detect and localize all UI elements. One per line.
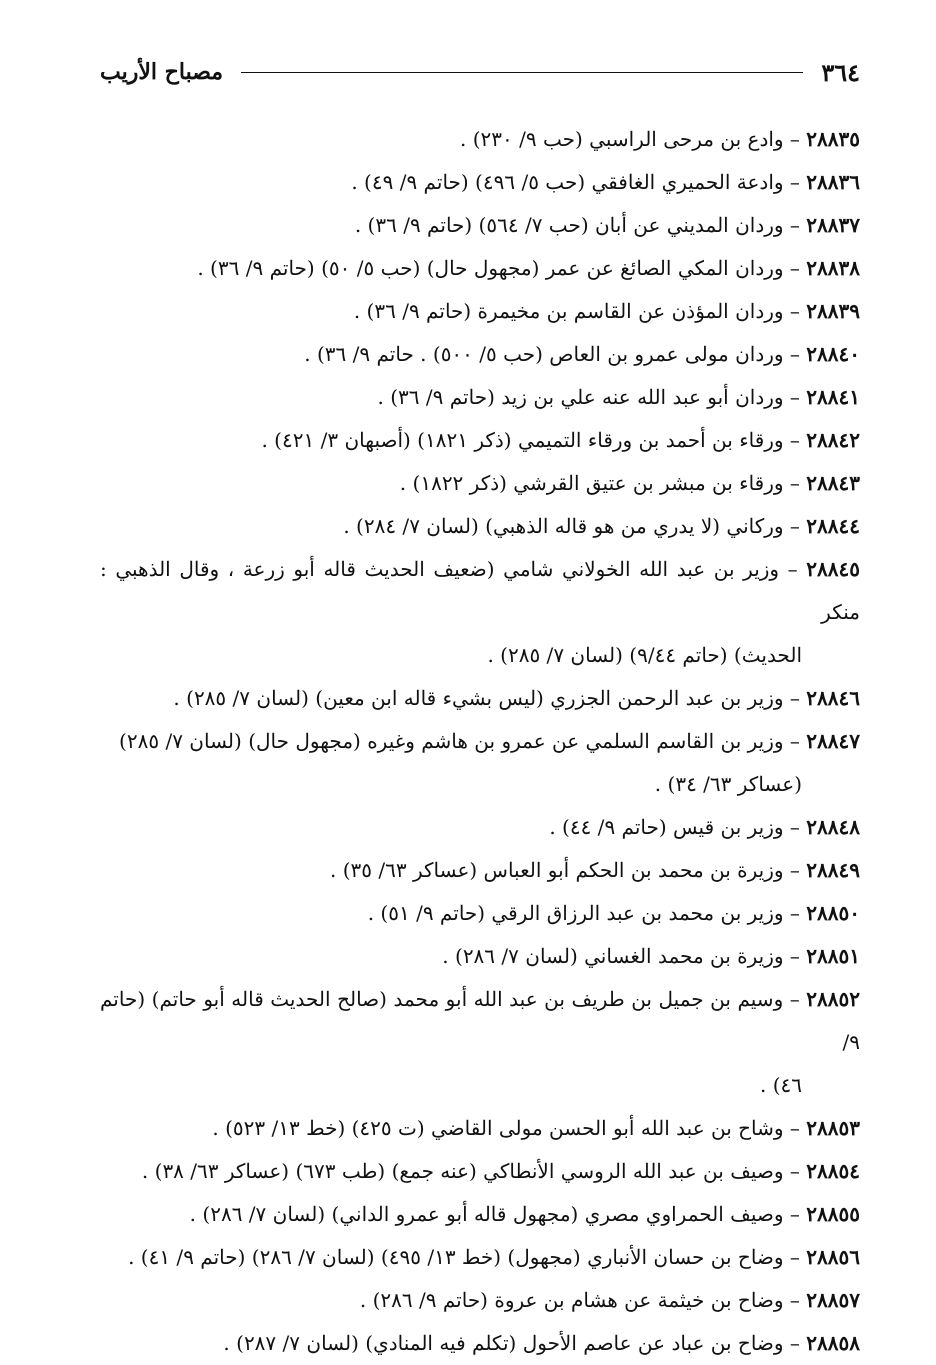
- page-header: [100, 52, 860, 92]
- entry-item: [100, 505, 860, 548]
- entry-number: ٢٨٨٤٣: [806, 471, 860, 495]
- entry-number: ٢٨٨٣٥: [806, 127, 860, 151]
- entry-text: – وضاح بن عباد عن عاصم الأحول (تكلم فيه المنادي) (لسان ٧/ ٢٨٧) .: [223, 1331, 807, 1355]
- entry-number: ٢٨٨٤٠: [806, 342, 860, 366]
- entry-text: – وشاح بن عبد الله أبو الحسن مولى القاضي (ت ٤٢٥) (خط ١٣/ ٥٢٣) .: [212, 1116, 807, 1140]
- entry-number: ٢٨٨٣٧: [806, 213, 860, 237]
- entry-line: [212, 1116, 860, 1140]
- entry-item: [100, 978, 860, 1107]
- entry-text: – وادعة الحميري الغافقي (حب ٥/ ٤٩٦) (حاتم ٩/ ٤٩) .: [351, 170, 807, 194]
- entry-item: [100, 1193, 860, 1236]
- entry-line: [360, 1288, 860, 1312]
- entry-item: [100, 161, 860, 204]
- entry-number: ٢٨٨٥٦: [806, 1245, 860, 1269]
- entry-number: ٢٨٨٤٦: [806, 686, 860, 710]
- entry-item: [100, 720, 860, 806]
- entry-line: [351, 170, 860, 194]
- entry-line: [330, 858, 860, 882]
- entry-number: ٢٨٨٥٢: [806, 987, 860, 1011]
- entry-text: – وزير بن محمد بن عبد الرزاق الرقي (حاتم ٩/ ٥١) .: [367, 901, 807, 925]
- entry-text: – وسيم بن جميل بن طريف بن عبد الله أبو محمد (صالح الحديث قاله أبو حاتم) (حاتم ٩/: [100, 987, 860, 1054]
- entry-line: [355, 213, 860, 237]
- entry-list: [100, 118, 860, 1365]
- entry-item: [100, 1150, 860, 1193]
- entry-text: – وصيف بن عبد الله الروسي الأنطاكي (عنه جمع) (طب ٦٧٣) (عساكر ٦٣/ ٣٨) .: [141, 1159, 807, 1183]
- entry-item: [100, 333, 860, 376]
- entry-text: – وردان أبو عبد الله عنه علي بن زيد (حاتم ٩/ ٣٦) .: [377, 385, 807, 409]
- entry-number: ٢٨٨٤١: [806, 385, 860, 409]
- entry-line: [378, 385, 860, 409]
- entry-number: ٢٨٨٥١: [806, 944, 860, 968]
- entry-text: – وردان المؤذن عن القاسم بن مخيمرة (حاتم ٩/ ٣٦) .: [353, 299, 807, 323]
- entry-number: ٢٨٨٤٤: [806, 514, 860, 538]
- entry-continuation: (عساكر ٦٣/ ٣٤) .: [654, 772, 802, 796]
- entry-number: ٢٨٨٥٤: [806, 1159, 860, 1183]
- entry-line: [100, 557, 860, 624]
- entry-number: ٢٨٨٤٩: [806, 858, 860, 882]
- page-number: ٣٦٤: [821, 57, 860, 87]
- entry-item: [100, 548, 860, 677]
- entry-text: – وركاني (لا يدري من هو قاله الذهبي) (لسان ٧/ ٢٨٤) .: [343, 514, 807, 538]
- entry-line: [343, 514, 860, 538]
- entry-text: – وزير بن القاسم السلمي عن عمرو بن هاشم وغيره (مجهول حال) (لسان ٧/ ٢٨٥): [119, 729, 807, 753]
- entry-item: [100, 1322, 860, 1365]
- entry-item: [100, 806, 860, 849]
- entry-number: ٢٨٨٥٠: [806, 901, 860, 925]
- entry-continuation: الحديث) (حاتم ٩/٤٤) (لسان ٧/ ٢٨٥) .: [487, 643, 802, 667]
- entry-text: – وزير بن عبد الرحمن الجزري (ليس بشيء قاله ابن معين) (لسان ٧/ ٢٨٥) .: [173, 686, 807, 710]
- entry-item: [100, 1236, 860, 1279]
- entry-line: [223, 1331, 860, 1355]
- entry-item: [100, 849, 860, 892]
- entry-item: [100, 118, 860, 161]
- entry-text: – وزير بن قيس (حاتم ٩/ ٤٤) .: [549, 815, 807, 839]
- entry-line: [197, 256, 860, 280]
- entry-line: [142, 1159, 860, 1183]
- entry-line: [119, 729, 860, 753]
- entry-text: – وضاح بن خيثمة عن هشام بن عروة (حاتم ٩/ ٢٨٦) .: [359, 1288, 807, 1312]
- entry-text: – وضاح بن حسان الأنباري (مجهول) (خط ١٣/ ٤٩٥) (لسان ٧/ ٢٨٦) (حاتم ٩/ ٤١) .: [128, 1245, 807, 1269]
- entry-item: [100, 1107, 860, 1150]
- entry-number: ٢٨٨٥٣: [806, 1116, 860, 1140]
- entry-number: ٢٨٨٤٢: [806, 428, 860, 452]
- entry-item: [100, 419, 860, 462]
- entry-line: [100, 987, 860, 1054]
- entry-line: [173, 686, 860, 710]
- entry-line: [460, 127, 860, 151]
- entry-line: [354, 299, 860, 323]
- entry-text: – وزيرة بن محمد الغساني (لسان ٧/ ٢٨٦) .: [442, 944, 807, 968]
- entry-item: [100, 290, 860, 333]
- entry-number: ٢٨٨٤٧: [806, 729, 860, 753]
- entry-line: [549, 815, 860, 839]
- entry-line: [261, 428, 860, 452]
- entry-number: ٢٨٨٥٧: [806, 1288, 860, 1312]
- entry-continuation: ٤٦) .: [759, 1073, 802, 1097]
- entry-number: ٢٨٨٣٦: [806, 170, 860, 194]
- entry-line: [368, 901, 860, 925]
- entry-text: – وادع بن مرحى الراسبي (حب ٩/ ٢٣٠) .: [460, 127, 807, 151]
- entry-item: [100, 677, 860, 720]
- entry-item: [100, 376, 860, 419]
- entry-number: ٢٨٨٥٥: [806, 1202, 860, 1226]
- entry-text: – وردان مولى عمرو بن العاص (حب ٥/ ٥٠٠) . حاتم ٩/ ٣٦) .: [304, 342, 807, 366]
- entry-number: ٢٨٨٤٨: [806, 815, 860, 839]
- entry-number: ٢٨٨٤٥: [806, 557, 860, 581]
- entry-text: – ورقاء بن أحمد بن ورقاء التميمي (ذكر ١٨٢١) (أصبهان ٣/ ٤٢١) .: [261, 428, 807, 452]
- entry-line: [400, 471, 860, 495]
- entry-item: [100, 1279, 860, 1322]
- entry-number: ٢٨٨٣٩: [806, 299, 860, 323]
- entry-line: [190, 1202, 860, 1226]
- entry-line: [304, 342, 860, 366]
- entry-number: ٢٨٨٥٨: [806, 1331, 860, 1355]
- entry-item: [100, 204, 860, 247]
- entry-item: [100, 247, 860, 290]
- entry-line: [128, 1245, 860, 1269]
- entry-text: – وزيرة بن محمد بن الحكم أبو العباس (عساكر ٦٣/ ٣٥) .: [329, 858, 807, 882]
- entry-text: – وردان المكي الصائغ عن عمر (مجهول حال) (حب ٥/ ٥٠) (حاتم ٩/ ٣٦) .: [197, 256, 807, 280]
- entry-text: – وصيف الحمراوي مصري (مجهول قاله أبو عمرو الداني) (لسان ٧/ ٢٨٦) .: [189, 1202, 807, 1226]
- entry-text: – ورقاء بن مبشر بن عتيق القرشي (ذكر ١٨٢٢) .: [399, 471, 807, 495]
- entry-number: ٢٨٨٣٨: [806, 256, 860, 280]
- entry-item: [100, 462, 860, 505]
- entry-text: – وردان المديني عن أبان (حب ٧/ ٥٦٤) (حاتم ٩/ ٣٦) .: [354, 213, 807, 237]
- header-rule: [241, 72, 803, 73]
- entry-item: [100, 935, 860, 978]
- entry-text: – وزير بن عبد الله الخولاني شامي (ضعيف الحديث قاله أبو زرعة ، وقال الذهبي : منكر: [100, 557, 860, 624]
- entry-item: [100, 892, 860, 935]
- entry-line: [442, 944, 860, 968]
- book-title: مصباح الأريب: [100, 59, 224, 85]
